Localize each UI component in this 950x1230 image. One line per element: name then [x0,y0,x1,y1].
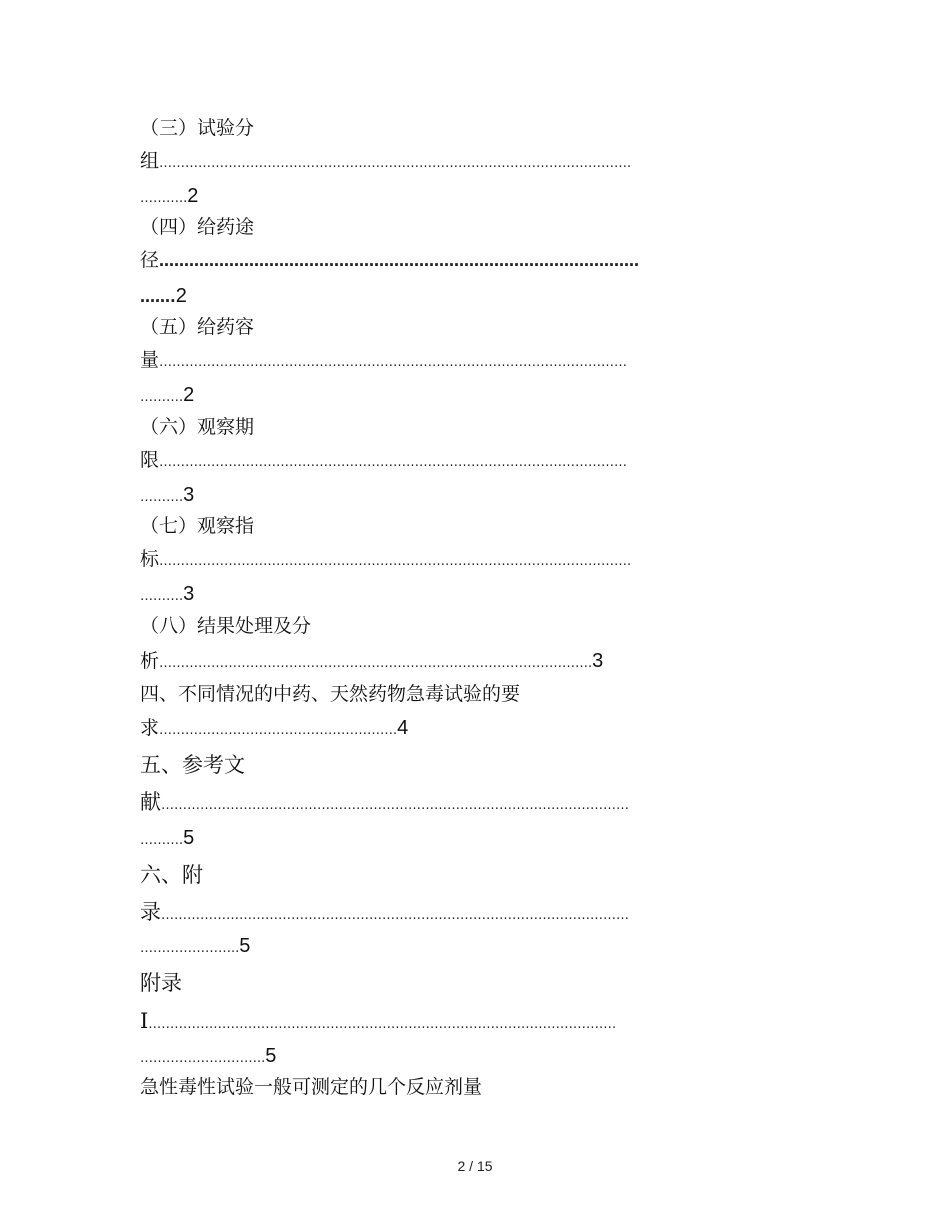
toc-entry-page-line [140,933,250,962]
toc-entry-leader-line [140,148,631,177]
toc-entry-lead-char: Ⅰ [140,1009,149,1033]
toc-entry-leader-line [140,347,627,376]
toc-entry-lead-char: 录 [140,900,161,924]
dot-leader: ………………………………………………. [159,723,398,738]
toc-page-number: 5 [265,1045,277,1067]
dot-leader: ……….. [140,191,188,206]
toc-page-number: 3 [183,583,195,605]
toc-entry-lead-char: 限 [140,449,160,471]
dot-leader: ………. [140,833,184,848]
toc-entry-lead-char: 标 [140,548,160,570]
dot-leader: ………………….. [140,941,240,956]
dot-leader: ……. [140,288,176,306]
toc-entry-leader-line [140,899,629,929]
dot-leader: ……………………………………………………………………………………………… [148,1017,617,1032]
toc-entry-leader-line [140,1008,616,1038]
dot-leader: …………………………………………………………………………………… [159,252,640,270]
toc-entry-lead-char: 组 [140,150,160,172]
toc-entry-page-line [140,482,194,511]
toc-entry-title: 附录 [140,971,182,995]
toc-page-number: 2 [187,185,199,207]
toc-entry-leader-line [140,789,629,819]
toc-entry-page-line [140,581,194,610]
toc-entry-leader-line [140,546,631,575]
toc-entry-title: （四）给药途 [140,216,255,238]
toc-entry-lead-char: 献 [140,790,161,814]
toc-entry-title: （五）给药容 [140,316,255,338]
toc-entry-title: 五、参考文 [140,753,245,777]
dot-leader: ………. [140,390,184,405]
dot-leader: ………………………………………………………………………………………………. [159,156,632,171]
toc-entry-title: （三）试验分 [140,117,255,139]
toc-entry-lead-char: 径 [140,249,160,271]
toc-entry-title: （七）观察指 [140,515,255,537]
dot-leader: ………………………………………………………………………………………. [159,656,593,671]
page-indicator: 2 / 15 [457,1158,493,1174]
toc-entry-title: 急性毒性试验一般可测定的几个反应剂量 [140,1076,483,1098]
toc-entry-page-line [140,382,194,411]
toc-entry-page-line [140,283,187,310]
toc-page-number: 4 [397,717,409,739]
dot-leader: ……………………………………………………………………………………………… [161,908,629,923]
dot-leader: ………………………………………………………………………………………………. [159,554,632,569]
dot-leader: ………. [140,589,184,604]
toc-entry-leader-line [140,247,639,274]
dot-leader: ……………………………………………………………………………………………… [159,355,628,370]
toc-entry-leader-line [140,715,408,744]
toc-entry-leader-line [140,648,603,677]
dot-leader: ……………………………………………………………………………………………… [161,798,629,813]
dot-leader: ………. [140,490,184,505]
toc-entry-title: （八）结果处理及分 [140,615,312,637]
toc-entry-leader-line [140,447,627,476]
toc-entry-lead-char: 量 [140,349,160,371]
toc-entry-page-line [140,183,198,212]
toc-page-number: 3 [592,650,604,672]
toc-page-number: 2 [175,285,187,307]
toc-entry-title: 六、附 [140,863,203,887]
toc-entry-lead-char: 求 [140,717,160,739]
dot-leader: ……………………….. [140,1051,266,1066]
toc-entry-title: （六）观察期 [140,416,255,438]
toc-page-number: 3 [183,484,195,506]
toc-entry-page-line [140,825,194,854]
toc-page-number: 5 [239,935,251,957]
toc-entry-page-line [140,1043,276,1072]
toc-entry-title: 四、不同情况的中药、天然药物急毒试验的要 [140,683,521,705]
toc-page-number: 2 [183,384,195,406]
toc-page-number: 5 [183,827,195,849]
toc-entry-lead-char: 析 [140,650,160,672]
dot-leader: ……………………………………………………………………………………………… [159,455,628,470]
